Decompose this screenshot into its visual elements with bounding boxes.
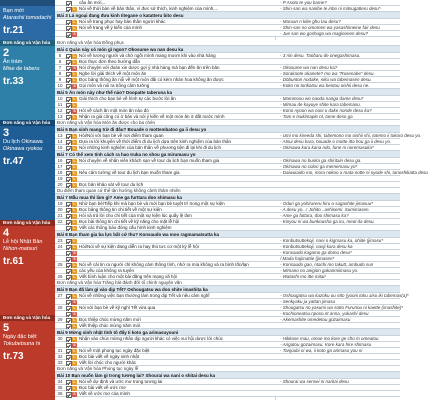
listen-tag-icon: L	[73, 165, 76, 169]
item-text-vi: các yếu của không ra tuyên	[79, 268, 135, 273]
listen-tag-icon: L	[73, 214, 76, 218]
item-number: 17	[57, 164, 63, 169]
item-text-ja: - Okinawa kara kana ndo, fune ni noremasuka*	[280, 145, 374, 150]
item-text-ja: - 3 nin desu. Tanbaru de onegashimasu.	[280, 53, 361, 58]
listen-tag-icon: L	[73, 349, 76, 353]
item-number: 20	[57, 182, 63, 187]
item-text-ja: - Ame ga futtara, doo shimasu ka?	[280, 213, 349, 218]
unit-block-u5[interactable]	[0, 315, 55, 400]
item-text-ja: - Shougatsu no yasumi wa sotto Furunou ni kaette (imashite)*	[280, 305, 404, 310]
unit-block-u1[interactable]	[0, 0, 55, 40]
unit-page: tr.61	[3, 256, 24, 267]
unit-badge: Đơn năng và Vận hóa	[0, 220, 55, 226]
item-text-ja: - Konsaudo gao, ntachi mo takutt, ambudo sun	[280, 262, 374, 267]
item-text-vi: Đọc thực đơn theo hướng dẫn	[79, 59, 140, 64]
item-text-ja: - Mimano no anigion gakanmiimasu yo.	[280, 268, 359, 273]
item-text-vi: Gọi món và nói ra trông cảm tưởng	[79, 83, 150, 88]
item-text-ja: - Kochioneatsu.nposo.nt anna, yukashi desu	[280, 311, 369, 316]
item-number: 13	[57, 114, 63, 119]
listen-tag-icon: L	[73, 202, 76, 206]
item-text-ja: - Shourai wa sensei ni naritai desu	[280, 379, 349, 384]
item-number: 19	[57, 176, 63, 181]
item-text-vi: Hỏi/Nói với bạn bè về nơi điểm tham quan	[79, 133, 164, 138]
item-text-vi: Hỏi và trả lời cho chi tiết của một sự kiện lúc quấy lệ làm	[79, 213, 192, 218]
listen-tag-icon: L	[73, 386, 76, 390]
unit-title-vi: Lễ hội Nhật Bản	[3, 239, 43, 245]
listen-tag-icon: L	[73, 245, 76, 249]
item-number: 19	[57, 201, 63, 206]
item-text-ja: - Oduri ga yohirareru hiru o sagashite jimasuu*	[280, 201, 374, 206]
listen-tag-icon: L	[73, 115, 76, 119]
item-text-vi: Nói những kinh nghiệm của bản thân về phương tiện đi lại khi đi du lịch	[79, 145, 222, 150]
item-number: 23	[57, 238, 63, 243]
lesson-list	[55, 0, 428, 400]
listen-tag-icon: L	[73, 140, 76, 144]
item-text-vi: Nói về một phong tục ngày đặc biệt	[79, 348, 150, 353]
listen-tag-icon: L	[73, 361, 76, 365]
item-number: 10	[57, 96, 63, 101]
listen-tag-icon: L	[73, 355, 76, 359]
unit-page: tr.33	[3, 76, 24, 87]
lesson-header[interactable]: Bài 5 Ăn món này như thế nào? Doopatte taberuna ka	[55, 89, 400, 96]
unit-title-vi: Ngày đặc biệt	[3, 334, 37, 340]
item-number: 21	[57, 213, 63, 218]
item-text-ja: - Okinawa no bunka ga shiritain desu ga.	[280, 158, 362, 163]
item-text-ja: - Atsui desu kara, bouade o motte itta hou ga ii desu yo.	[280, 139, 392, 144]
listen-tag-icon: L	[73, 72, 76, 76]
unit-sidebar	[0, 0, 55, 400]
item-number: 25	[57, 262, 63, 267]
item-text-ja: - Kinyou ni wa bunkousha ga iru, meal da desu.	[280, 219, 375, 224]
item-text-vi: Viết thiệp chúc mừng năm mới	[79, 323, 141, 328]
unit-title-vi: Ăn trám	[3, 59, 23, 65]
listen-tag-icon: L	[73, 269, 76, 273]
speak-tag-icon: S	[73, 251, 76, 255]
unit-page: tr.21	[3, 25, 24, 36]
lesson-header[interactable]: Bài 4 Quán này có món gì ngon? Okosume wa nan desu ka	[55, 46, 400, 53]
lesson-header[interactable]: Bài 6 Bạn sinh mang trừ đi đâu? Bouade o mottembatoo ga ii desu yo	[55, 126, 400, 133]
unit-number: 2	[3, 47, 10, 59]
lesson-header[interactable]: Bài 8 Bạn tham gia ba lực bất cứ thu? Konsaudo wa moo ragmamatsutta ka	[55, 231, 400, 238]
lesson-header[interactable]: Bài 7 Có thể xem tính cách ra hao Iruka no shou ga mirumasu yo	[55, 151, 400, 158]
item-number: 9	[58, 77, 62, 82]
item-number: 26	[57, 274, 63, 279]
unit-title-ja: Mise de taberu	[3, 66, 40, 72]
item-text-vi: Đọc bài viết về ước mơ	[79, 385, 126, 390]
listen-tag-icon: L	[73, 103, 76, 107]
unit-number: 5	[3, 322, 10, 334]
lesson-header[interactable]: Bài 10 Bạn muốn làm gì trong tương lai? Shourai wa nani o shitai desu ka	[55, 372, 400, 379]
listen-tag-icon: L	[73, 208, 76, 212]
item-text-vi: Giải thích cho bạn bè về hình tự các bước lời ăn	[79, 96, 176, 101]
unit-block-u3[interactable]	[0, 120, 55, 220]
item-text-vi: Dựa ra lời khuyên về thời điểm đi du lịch dựa trên kinh nghiệm của bản thân	[79, 139, 232, 144]
item-text-ja: - Kono nyoon wa nani o dake nonde desu ka?	[280, 108, 372, 113]
item-text-ja: - Oshougatsu wa kazoku ou ntto (yooni toku aiso iki tabemas(a)*	[280, 293, 409, 298]
unit-badge: Đơn năng và Vận hóa	[0, 315, 55, 321]
listen-tag-icon: L	[73, 239, 76, 243]
item-text-ja: - Tam e tsukimaple nt, tame deso ga	[280, 114, 353, 119]
culture-note: Đơn năng và Vận hóa Trăng hát đánh đỡi tổ chinh nguyện văn	[55, 280, 400, 286]
item-text-vi: Nói về những việc bạn thường làm trong dịp Tết và nêu cảm nghĩ	[79, 293, 210, 298]
listen-tag-icon: L	[73, 263, 76, 267]
item-text-ja: - Mimau de kayuye shite kara tabemasu.	[280, 102, 362, 107]
item-text-vi: Đọc bài viết về ngày sinh nhật	[79, 354, 140, 359]
item-number: 34	[57, 379, 63, 384]
culture-note: Du điểm tham quan cứ thể tận hướng không cảnh thảm nhiên	[55, 188, 400, 194]
unit-badge: Đơn năng và Vận hóa	[0, 40, 55, 46]
item-text-ja: - A desu yo...! Johito...ashisemi. Sumimasen.	[280, 207, 370, 212]
lesson-item-row[interactable]	[55, 391, 400, 397]
speak-tag-icon: S	[73, 109, 76, 113]
item-text-ja: - Senkyaku ja yattan jimasu	[280, 299, 336, 304]
listen-tag-icon: L	[73, 97, 76, 101]
item-text-vi: Đọc bảng thông tin chi tiết về một sự kiện	[79, 207, 162, 212]
item-text-ja: - Okosume wa nan desu ka?	[280, 65, 338, 70]
item-text-ja: - Jue san wo goshugo wa maginonen desu?	[280, 31, 369, 36]
unit-page: tr.47	[3, 156, 24, 167]
item-text-vi: Hỏi/Nói về sự kiện đang diễn ra hay thủ tưc cơ một kỳ lễ hội	[79, 244, 199, 249]
item-text-ja: - Dōbunton nodake, niku wa tabemasen desu.	[280, 77, 372, 82]
item-text-vi: Viết lời chúc cho người khác	[79, 360, 137, 365]
item-text-vi: Nói về cải tin ra người chỉ không cảm thông tính, nhớ ra mía không và ra bình tồn/lạn	[79, 262, 249, 267]
item-text-ja: - Konsaudo kagamo ga domu desu*	[280, 250, 352, 255]
item-text-ja: - Umi mo kireeda shi, tabemono mo oishii shi, totemo ii tokoro desu yo.	[280, 133, 422, 138]
item-text-vi: Nói về dự định và ước mơ trong tương lai	[79, 379, 163, 384]
item-number: 15	[57, 145, 63, 150]
culture-note: Đơn năng và Vận hóa Món ăn được cho ba chén	[55, 120, 400, 126]
item-text-ja: - Maruan n kiite ghu tau desu?	[280, 19, 341, 24]
listen-tag-icon: L	[73, 78, 76, 82]
listen-tag-icon: L	[73, 380, 76, 384]
item-number: 6	[58, 59, 62, 64]
speak-tag-icon: S	[73, 312, 76, 316]
item-number: 32	[57, 354, 63, 359]
item-text-vi: Nhận vào chúc mừng nhân dịp người khác có việc vui hội dược lời chúc	[79, 336, 223, 341]
listen-tag-icon: L	[73, 26, 76, 30]
item-text-vi: Viết bình luận cho một bài đăng trên mạng xã hội	[79, 274, 177, 279]
lesson-item-row[interactable]	[55, 31, 400, 37]
item-number: 29	[57, 317, 63, 322]
item-text-vi: Viết về ước mơ của mình	[79, 391, 130, 396]
item-text-vi: Đọc bản khảo sát về tour du lịch	[79, 182, 144, 187]
listen-tag-icon: L	[73, 337, 76, 341]
speak-tag-icon: S	[73, 32, 76, 36]
item-number: 16	[57, 158, 63, 163]
item-number: 14	[57, 139, 63, 144]
item-text-ja: - Watashi mo itte mitai!	[280, 274, 326, 279]
listen-tag-icon: L	[73, 146, 76, 150]
unit-number: 3	[3, 127, 10, 139]
listen-tag-icon: L	[73, 306, 76, 310]
unit-badge	[0, 0, 55, 6]
item-text-ja: - Konbutsuttekoji, nani o kigmasu ka, ohiite (jimasu*	[280, 238, 384, 243]
item-text-ja: - Okinawa no colori ga mememasu yo*	[280, 164, 358, 169]
listen-tag-icon: L	[73, 159, 76, 163]
listen-tag-icon: L	[73, 275, 76, 279]
item-text-vi: Nói chuyện với đoàn xin dược gợi ý nhà hàng mà bạn đến ăn trên bản	[79, 65, 220, 70]
item-text-ja: - Shin-san no omomen wa yasashimeine fair desu	[280, 25, 380, 30]
unit-number: 4	[3, 227, 10, 239]
item-text-ja: - Hikkose mau, omoe mo kore ge cho m omeatou	[280, 336, 379, 341]
item-text-vi: Nói với bạn bè về kỹ nghỉ Tết vừa qua	[79, 305, 156, 310]
unit-title-ja: Nihon-matsuri	[3, 246, 38, 252]
item-text-vi: Đọc bài thông tin chi tiết về kỹ năng cho mặt lễ hội	[79, 219, 180, 224]
item-text-ja: - Sorakante okanete? mo wa "Rusenabe" desu.	[280, 71, 375, 76]
listen-tag-icon: L	[73, 183, 76, 187]
unit-title-vi: Du lịch Okinawa	[3, 139, 43, 145]
item-number: 5	[58, 53, 62, 58]
item-text-vi: Nêu cảm tưởng về tour du lịch bạn muốn tham gia	[79, 170, 180, 175]
speak-tag-icon: S	[73, 392, 76, 396]
item-number: 36	[57, 391, 63, 396]
lesson-header[interactable]: Bài 3 Lá ngoại đang đưa kinh Iitegane o katatteru bito desu	[55, 12, 400, 19]
speak-tag-icon: S	[73, 343, 76, 347]
speak-tag-icon: S	[73, 84, 76, 88]
item-number: 30	[57, 336, 63, 341]
item-number: 22	[57, 219, 63, 224]
item-text-ja: - Koko no tonkatsu wa bentou oishii desu ne.	[280, 83, 370, 88]
item-text-vi: Nghe lời giải thích về một món ăn	[79, 71, 147, 76]
unit-title-ja: Tokubetsuna hi	[3, 341, 41, 347]
item-number: 33	[57, 360, 63, 365]
item-text-vi: Đọc thiệp chúc mừng năm mới	[79, 317, 141, 322]
listen-tag-icon: L	[73, 7, 76, 11]
item-number: 20	[57, 207, 63, 212]
lesson-header[interactable]: Bài 7 Mẫu mua thì làm gì? Ame ga furttara doo shimasu ka	[55, 194, 400, 201]
listen-tag-icon: L	[73, 134, 76, 138]
item-number: 8	[58, 71, 62, 76]
item-text-ja: - Shin-san wa nanibe te inbo ni mitsugatteru desu*	[280, 6, 381, 11]
unit-badge: Đơn năng và Vận hóa	[0, 120, 55, 126]
item-text-vi: Viết các thông báo đóng cấu hình kinh nghiệm	[79, 225, 172, 230]
listen-tag-icon: L	[73, 171, 76, 175]
lesson-header[interactable]: Bài 9 Bạn đã làm gì vào dịp Tết? Oshougatsu wa doo shite imashita ka	[55, 286, 400, 293]
listen-tag-icon: L	[73, 177, 76, 181]
item-number: 24	[57, 244, 63, 249]
listen-tag-icon: L	[73, 220, 76, 224]
unit-page: tr.73	[3, 351, 24, 362]
item-text-ja: - Mammosu wo naoda nanga dame desu*	[280, 96, 364, 101]
item-number: 7	[58, 65, 62, 70]
lesson-header[interactable]: Bài 9 Mừng sinh nhật tình tô đấy Ii koto ga arimasuyouni	[55, 329, 400, 336]
item-text-vi: câu ân mới,...	[79, 0, 107, 5]
item-number: 31	[57, 348, 63, 353]
unit-block-u2[interactable]	[0, 40, 55, 120]
culture-note: Đơn năng và Vận hóa Đồng phục	[55, 40, 400, 46]
item-number: 35	[57, 385, 63, 390]
item-text-ja: - Konbutsuttekoji, nanji kara desu ka	[280, 244, 353, 249]
listen-tag-icon: L	[73, 318, 76, 322]
item-number: 13	[57, 133, 63, 138]
speak-tag-icon: S	[73, 300, 76, 304]
item-text-vi: Đọc bảng thông ăn nổi về một món đãi có kèm nhàn hoa không ăn được	[79, 77, 224, 82]
unit-title-ja: Atarashii tomodachi	[3, 15, 52, 21]
item-text-vi: Nói về thời bán về bản thân, vì đưc sở thích, kinh nghiệm của mình,...	[79, 6, 219, 11]
item-number: 11	[57, 102, 63, 107]
item-text-ja: - P Asoto te you bame?	[280, 0, 327, 5]
unit-title-ja: Okinawa ryokou	[3, 146, 43, 152]
culture-note: Đơn năng và Vận hóa Phong tục ngày lễ	[55, 366, 400, 372]
item-number: 27	[57, 293, 63, 298]
item-text-ja: - Tanjoubi ni wa, ii koto ga arimasu you ni	[280, 348, 363, 353]
item-text-ja: / Mada hajimattie (jimasen*	[280, 256, 335, 261]
unit-block-u4[interactable]	[0, 220, 55, 315]
item-text-vi: Nói về trang phục hay bản thân người khác	[79, 19, 166, 24]
listen-tag-icon: L	[73, 294, 76, 298]
speak-tag-icon: S	[73, 66, 76, 70]
listen-tag-icon: L	[73, 226, 76, 230]
item-text-vi: Nhận ra giá công có ở bàn và nói ý kiến về một món ăn ở đất nước mình	[79, 114, 225, 119]
item-text-vi: Nói về lương người và chờ ngồi mình mang mươn khi vào nhà hàng	[79, 53, 216, 58]
item-text-vi: Nói về trang về ý kiến của mình	[79, 25, 143, 30]
item-text-ja: - Arigatou gozaimasu. Kore kara hire shimasu	[280, 342, 372, 347]
listen-tag-icon: L	[73, 54, 76, 58]
item-text-vi: Nói chuyện về nhân viên khách sạn về tour du lịch bạn muốn tham gia	[79, 158, 220, 163]
listen-tag-icon: L	[73, 20, 76, 24]
speak-tag-icon: S	[73, 257, 76, 261]
listen-tag-icon: L	[73, 60, 76, 64]
item-number: 10	[57, 83, 63, 88]
item-number: 18	[57, 170, 63, 175]
item-number: 12	[57, 108, 63, 113]
item-text-ja: - Daiwuiaido mo, mora nokoo a mata notte ni oyode shi, tanoshikatta desu	[280, 170, 428, 175]
listen-tag-icon: L	[73, 324, 76, 328]
item-text-vi: Hỏi về cách ăn một món ăn nào đó	[79, 108, 149, 113]
unit-title-vi: Bạn mới	[3, 8, 24, 14]
item-text-ja: - Akemashite omedetou gozaimasu	[280, 317, 351, 322]
item-text-vi: Nhờ bạn bè/Tiếp khi mà bạn bè và mời bạn bè tuyệt trì trong một sự kiện	[79, 201, 225, 206]
item-number: 28	[57, 305, 63, 310]
